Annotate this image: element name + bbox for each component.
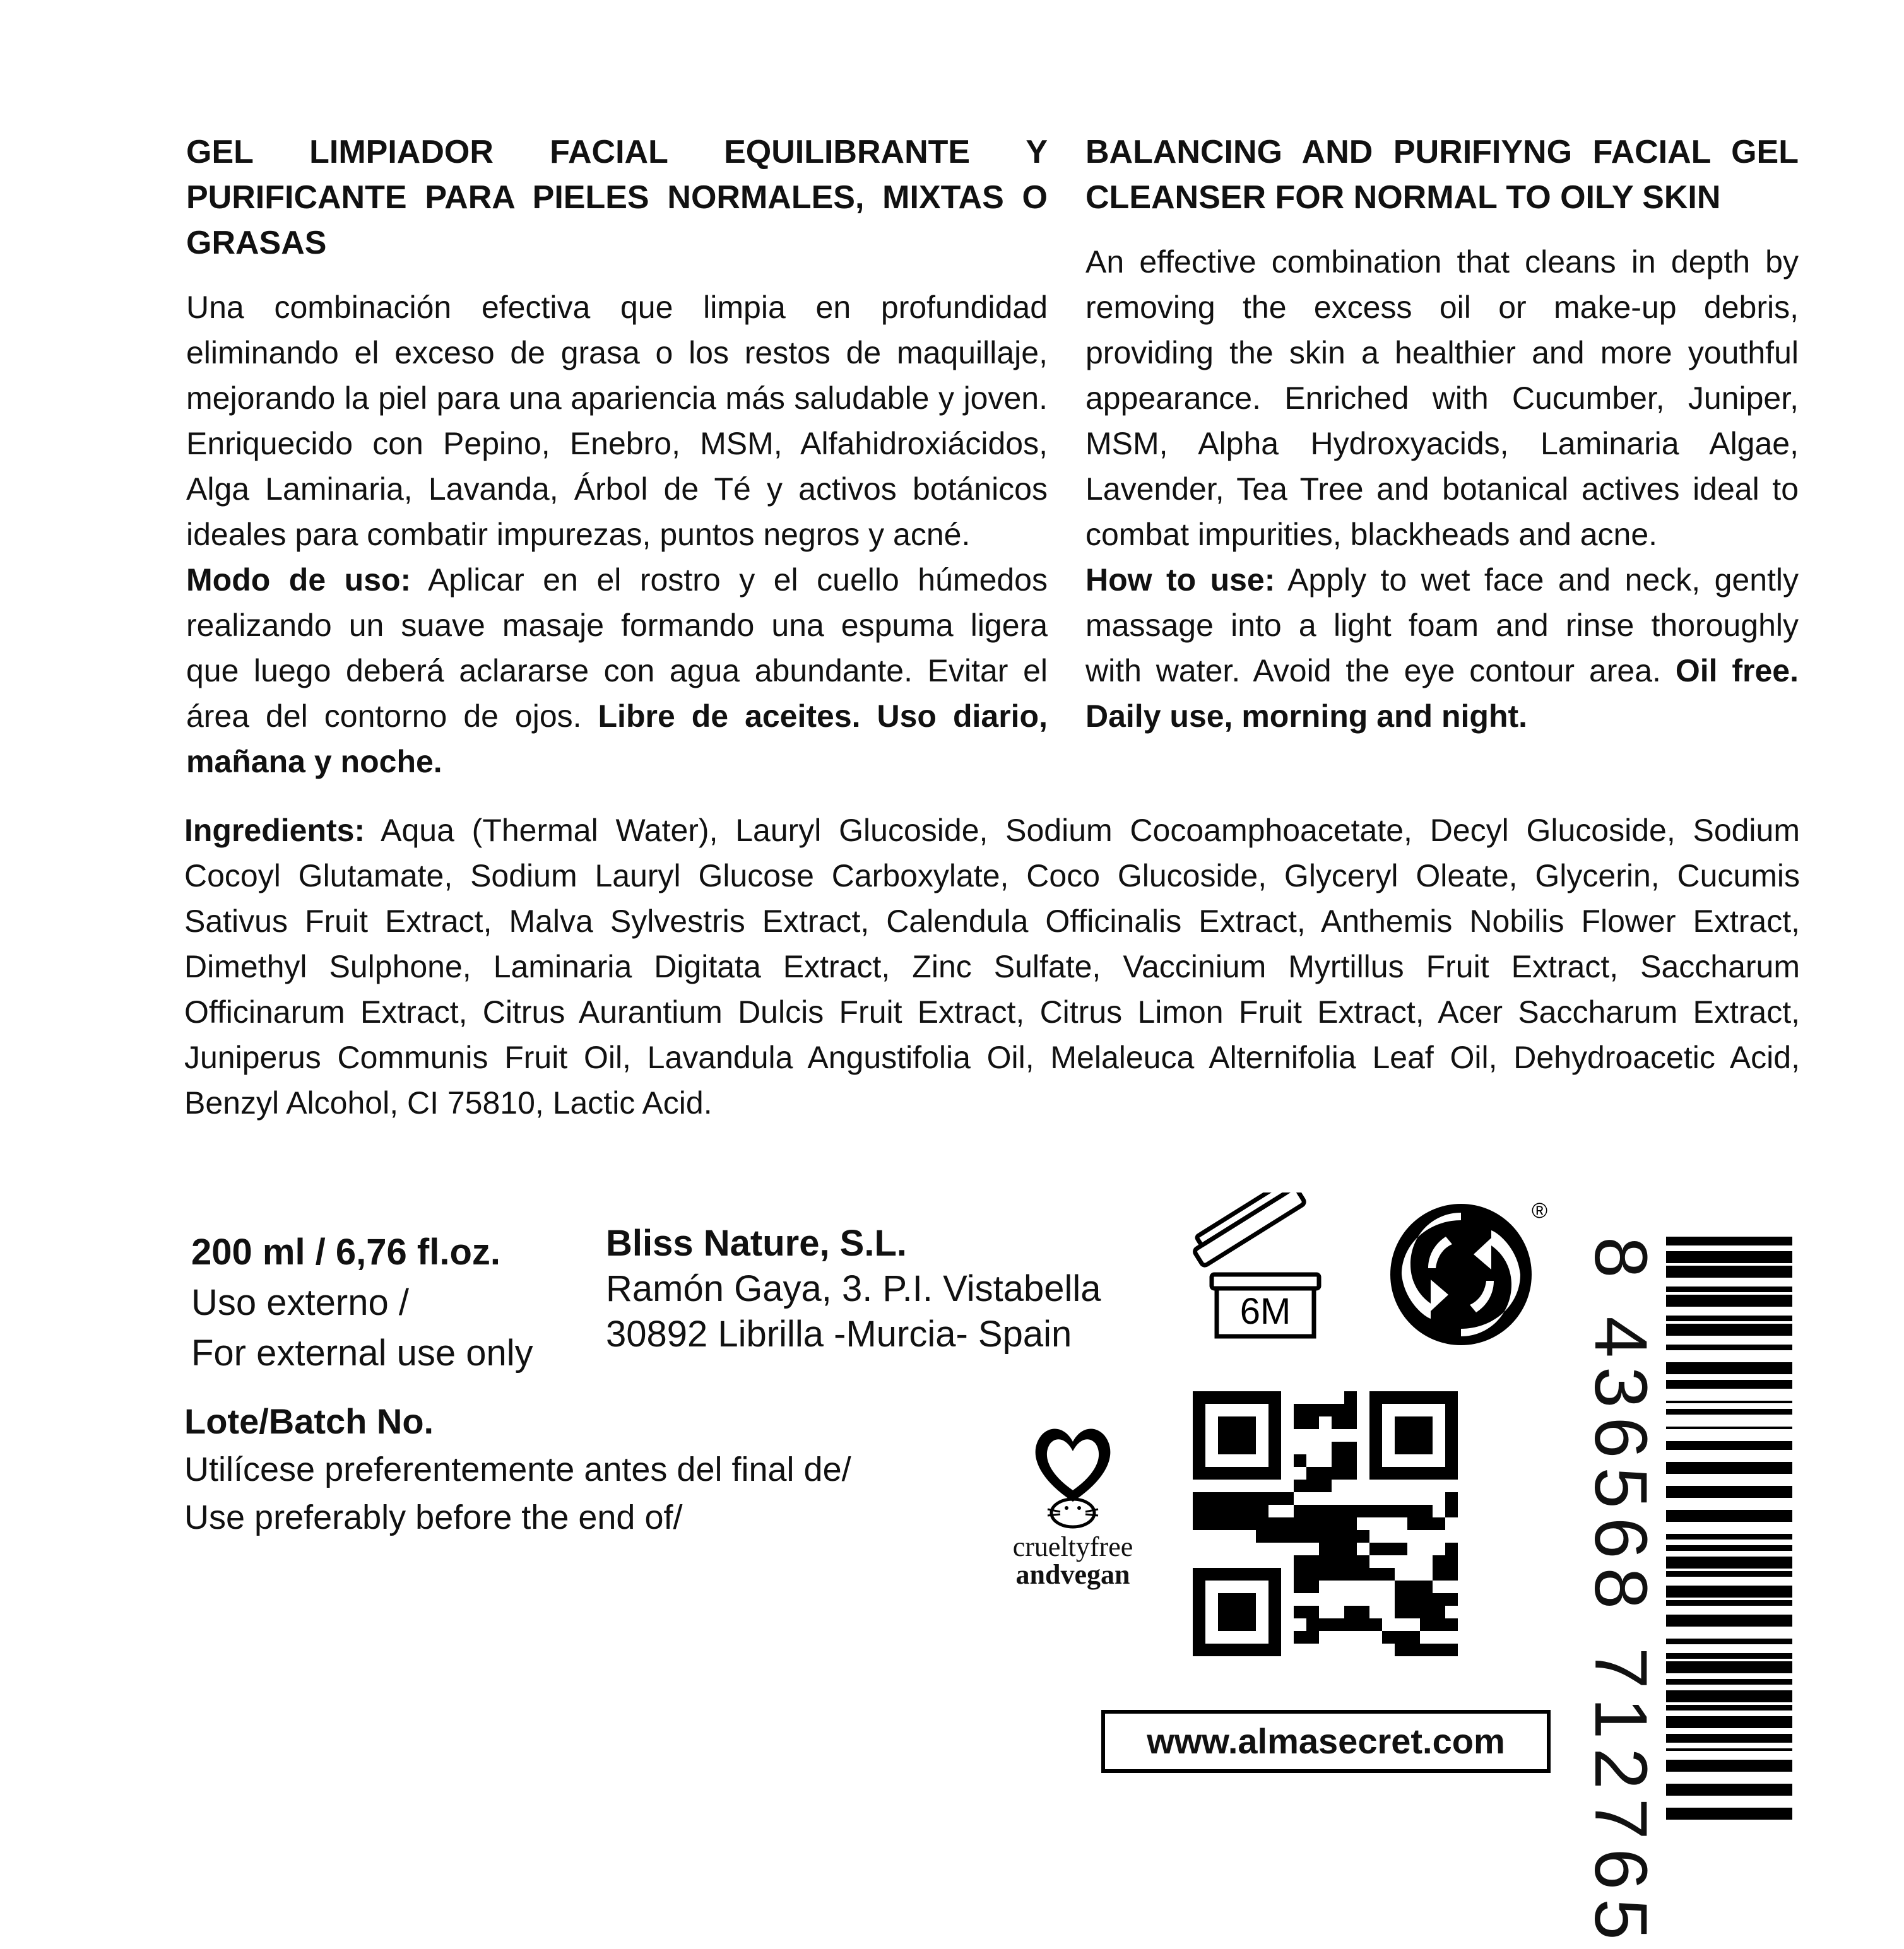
external-use-es: Uso externo / [191,1282,409,1323]
volume-amount: 200 ml / 6,76 fl.oz. [191,1232,500,1273]
spanish-usage-text: Aplicar en el rostro y el cuello húmedos realizando un suave masaje formando una espuma ligera que luego deberá aclararse con agua abundante. Evitar el área del contorno de ojos. [186,562,1048,734]
cruelty-free-line1: crueltyfree [1012,1531,1133,1562]
english-description: An effective combination that cleans in depth by removing the excess oil or make-up debris, providing the skin a healthier and more youthful appearance. Enriched with Cucumber, Juniper, MSM, Alpha Hydroxyacids, Laminaria Algae, Lavender, Tea Tree and botanical actives ideal to combat impurities, blackheads and acne. [1085,244,1799,552]
spanish-heading: GEL LIMPIADOR FACIAL EQUILIBRANTE Y PURIFICANTE PARA PIELES NORMALES, MIXTAS O GRASAS [186,134,1048,261]
company-address-line2: 30892 Librilla -Murcia- Spain [606,1314,1072,1355]
pao-label: 6M [1239,1291,1291,1332]
company-address-line1: Ramón Gaya, 3. P.I. Vistabella [606,1268,1101,1309]
ingredients-block [184,808,1800,1126]
open-jar-icon [1186,1192,1338,1344]
green-dot-recycling-icon [1385,1199,1549,1350]
english-usage-label: How to use: [1085,562,1275,598]
cruelty-free-line2: andvegan [1015,1559,1130,1590]
english-usage-text: Apply to wet face and neck, gently massage into a light foam and rinse thoroughly with water. Avoid the eye contour area. [1085,562,1799,688]
barcode-icon [1666,1237,1792,1830]
ingredients-label: Ingredients: [184,813,365,848]
spanish-usage-bold: Libre de aceites. Uso diario, mañana y noche. [186,698,1048,779]
english-heading: BALANCING AND PURIFIYNG FACIAL GEL CLEANSER FOR NORMAL TO OILY SKIN [1085,134,1799,216]
best-before-es: Utilícese preferentemente antes del final de/ [184,1451,851,1488]
english-column [1085,129,1799,739]
volume-block [191,1227,533,1379]
cruelty-free-label [991,1533,1155,1589]
ingredients-text: Aqua (Thermal Water), Lauryl Glucoside, Sodium Cocoamphoacetate, Decyl Glucoside, Sodium Cocoyl Glutamate, Sodium Lauryl Glucose Carboxylate, Coco Glucoside, Glyceryl Oleate, Glycerin, Cucumis Sativus Fruit Extract, Malva Sylvestris Extract, Calendula Officinalis Extract, Anthemis Nobilis Flower Extract, Dimethyl Sulphone, Laminaria Digitata Extract, Zinc Sulfate, Vaccinium Myrtillus Fruit Extract, Saccharum Officinarum Extract, Citrus Aurantium Dulcis Fruit Extract, Citrus Limon Fruit Extract, Acer Saccharum Extract, Juniperus Communis Fruit Oil, Lavandula Angustifolia Oil, Melaleuca Alternifolia Leaf Oil, Dehydroacetic Acid, Benzyl Alcohol, CI 75810, Lactic Acid. [184,813,1800,1121]
company-block [606,1221,1101,1357]
external-use-en: For external use only [191,1333,533,1374]
english-usage [1085,557,1799,739]
best-before-en: Use preferably before the end of/ [184,1499,683,1536]
batch-block [184,1398,851,1541]
spanish-usage [186,557,1048,784]
english-usage-bold: Oil free. Daily use, morning and night. [1085,653,1799,734]
registered-mark: ® [1532,1199,1548,1223]
website-url[interactable]: www.almasecret.com [1101,1710,1551,1773]
spanish-usage-label: Modo de uso: [186,562,411,598]
spanish-column [186,129,1048,784]
qr-code-icon [1193,1391,1458,1656]
batch-label: Lote/Batch No. [184,1401,434,1441]
company-name: Bliss Nature, S.L. [606,1223,908,1264]
barcode-number: 8 436568 712765 [1579,1237,1662,1949]
heart-bunny-icon [1010,1407,1136,1533]
spanish-description: Una combinación efectiva que limpia en profundidad eliminando el exceso de grasa o los restos de maquillaje, mejorando la piel para una apariencia más saludable y joven. Enriquecido con Pepino, Enebro, MSM, Alfahidroxiácidos, Alga Laminaria, Lavanda, Árbol de Té y activos botánicos ideales para combatir impurezas, puntos negros y acné. [186,290,1048,552]
